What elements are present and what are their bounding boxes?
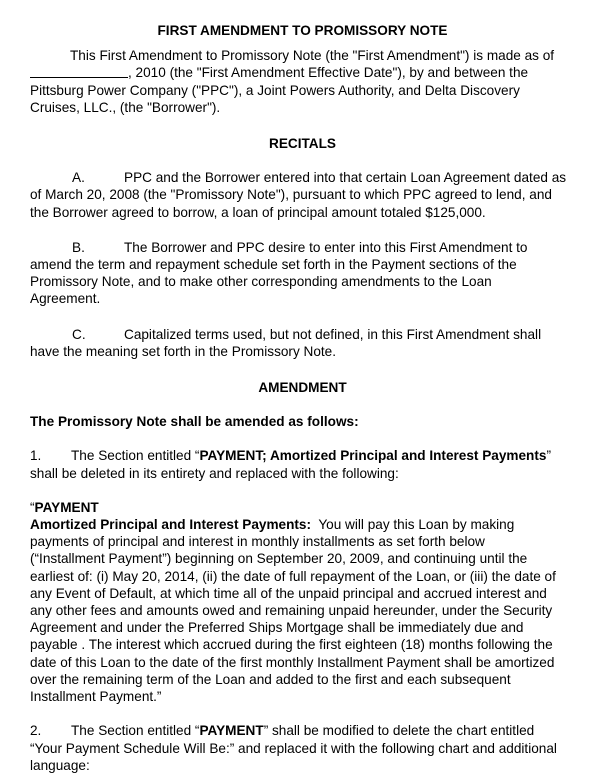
amendment-lead: The Promissory Note shall be amended as follows: <box>30 414 359 430</box>
item-1-text-before: The Section entitled “ <box>71 448 200 464</box>
recital-b-line-3: Promissory Note, and to make other corresponding amendments to the Loan <box>30 274 492 290</box>
item-1-text-after: ” <box>546 448 551 464</box>
payment-line-5: any Event of Default, at which time all of the unpaid principal and accrued interest and <box>30 585 547 601</box>
payment-line-4: earliest of: (i) May 20, 2014, (ii) the date of full repayment of the Loan, or (iii) the date of <box>30 568 556 584</box>
payment-subheading: Amortized Principal and Interest Payments: <box>30 517 312 533</box>
recital-b-label: B. <box>72 239 85 255</box>
payment-line-9: date of this Loan to the date of the first monthly Installment Payment shall be amortized <box>30 654 555 670</box>
date-blank-line <box>30 64 128 78</box>
recital-c-line-1: Capitalized terms used, but not defined, in this First Amendment shall <box>124 326 542 342</box>
payment-line-3: (“Installment Payment”) beginning on September 20, 2009, and continuing until the <box>30 551 528 567</box>
recital-b-line-4: Agreement. <box>30 291 101 307</box>
document-page <box>30 0 575 774</box>
amendment-item-2 <box>30 722 575 774</box>
payment-line-11: Installment Payment.” <box>30 689 162 705</box>
recital-c <box>30 326 575 360</box>
item-2-text-after: ” shall be modified to delete the chart entitled <box>263 723 535 739</box>
payment-line-1: You will pay this Loan by making <box>311 517 515 533</box>
item-2-line-2: “Your Payment Schedule Will Be:” and replaced it with the following chart and additional <box>30 740 557 756</box>
payment-heading: PAYMENT <box>34 499 99 515</box>
recital-a-line-3: the Borrower agreed to borrow, a loan of principal amount totaled $125,000. <box>30 204 486 220</box>
recital-a-line-2: of March 20, 2008 (the "Promissory Note"), pursuant to which PPC agreed to lend, and <box>30 187 552 203</box>
amendment-heading: AMENDMENT <box>258 380 347 396</box>
payment-block <box>30 499 575 705</box>
item-2-label: 2. <box>30 723 42 739</box>
intro-line-3: Pittsburg Power Company ("PPC"), a Joint Powers Authority, and Delta Discovery <box>30 82 520 98</box>
item-2-line-3: language: <box>30 757 90 773</box>
recital-b-line-1: The Borrower and PPC desire to enter into this First Amendment to <box>124 239 528 255</box>
payment-line-6: any other fees and amounts owed and remaining unpaid hereunder, under the Security <box>30 603 553 619</box>
recital-c-label: C. <box>72 326 86 342</box>
item-2-bold-title: PAYMENT <box>199 723 264 739</box>
document-title: FIRST AMENDMENT TO PROMISSORY NOTE <box>157 23 448 38</box>
item-1-label: 1. <box>30 448 42 464</box>
intro-line-2: , 2010 (the "First Amendment Effective Date"), by and between the <box>128 65 529 81</box>
recital-b <box>30 239 575 308</box>
recital-a <box>30 169 575 221</box>
payment-line-10: over the remaining term of the Loan and added to the first and each subsequent <box>30 671 511 687</box>
recital-b-line-2: amend the term and repayment schedule set forth in the Payment sections of the <box>30 257 517 273</box>
recital-a-line-1: PPC and the Borrower entered into that certain Loan Agreement dated as <box>124 170 567 186</box>
recitals-heading: RECITALS <box>269 136 336 152</box>
amendment-item-1 <box>30 447 575 481</box>
item-1-bold-title: PAYMENT; Amortized Principal and Interest Payments <box>199 448 547 464</box>
item-2-text-before: The Section entitled “ <box>71 723 200 739</box>
intro-line-4: Cruises, LLC., (the "Borrower"). <box>30 99 221 115</box>
item-1-line-2: shall be deleted in its entirety and replaced with the following: <box>30 465 399 481</box>
recital-a-label: A. <box>72 170 85 186</box>
payment-line-2: payments of principal and interest in monthly installments as set forth below <box>30 534 485 550</box>
payment-line-7: Agreement and under the Preferred Ships Mortgage shall be immediately due and <box>30 620 524 636</box>
intro-paragraph <box>30 47 575 116</box>
payment-open-quote: “ <box>30 499 35 515</box>
intro-line-1: This First Amendment to Promissory Note (the "First Amendment") is made as of <box>70 48 555 64</box>
payment-line-8: payable . The interest which accrued during the first eighteen (18) months following the <box>30 637 553 653</box>
recital-c-line-2: have the meaning set forth in the Promissory Note. <box>30 343 337 359</box>
